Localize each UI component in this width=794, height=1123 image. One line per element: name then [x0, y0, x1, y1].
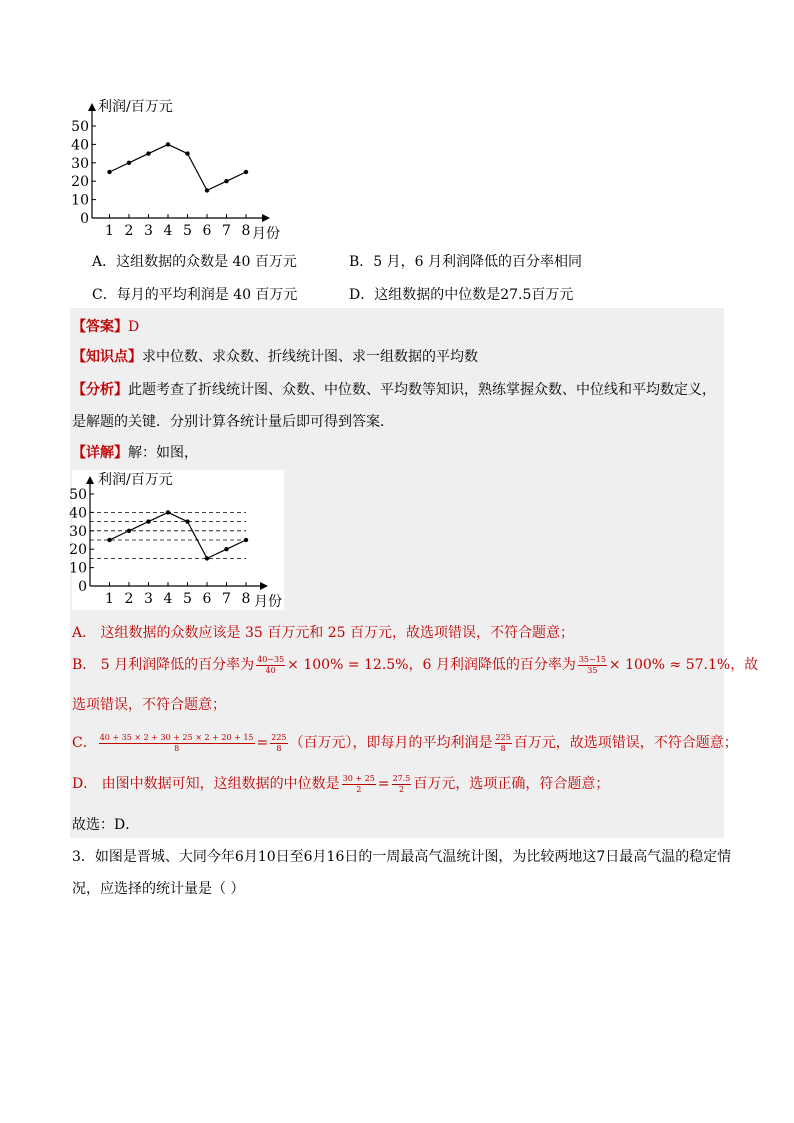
- y-tick-label: 10: [71, 192, 89, 209]
- fraction-b1: [256, 655, 285, 676]
- x-tick-label: 5: [183, 223, 192, 239]
- option-d: D．这组数据的中位数是27.5百万元: [349, 287, 574, 303]
- knowledge-tag: 【知识点】: [72, 349, 142, 365]
- x-axis-arrow: [260, 582, 268, 590]
- y-tick-label: 20: [69, 542, 87, 559]
- data-point: [166, 142, 170, 146]
- solution-c-mid: （百万元），即每月的平均利润是: [289, 735, 493, 751]
- y-tick-label: 30: [69, 523, 87, 540]
- question-3-line2: 况，应选择的统计量是（ ）: [72, 881, 245, 897]
- solution-b-mid: × 100% = 12.5%，6 月利润降低的百分率为: [287, 657, 576, 673]
- option-c: C．每月的平均利润是 40 百万元: [92, 287, 298, 303]
- solution-b-line2: 选项错误，不符合题意；: [72, 697, 226, 713]
- answer-text: D: [128, 319, 140, 335]
- x-tick-label: 7: [222, 223, 231, 239]
- fraction-b2-den: 35: [587, 665, 598, 675]
- x-tick-label: 3: [144, 591, 153, 607]
- x-tick-label: 8: [241, 591, 251, 607]
- x-tick-label: 7: [222, 591, 231, 607]
- y-tick-label: 50: [71, 119, 89, 135]
- data-point: [205, 188, 209, 192]
- solution-c: [72, 732, 738, 754]
- x-tick-label: 3: [144, 223, 153, 239]
- analysis-line-2: 是解题的关键．分别计算各统计量后即可得到答案．: [72, 414, 394, 430]
- knowledge-text: 求中位数、求众数、折线统计图、求一组数据的平均数: [142, 349, 478, 365]
- x-axis-label: 月份: [252, 226, 280, 242]
- answer-line: [72, 316, 139, 336]
- series-line: [110, 512, 247, 558]
- fraction-c3-num: 225: [495, 732, 511, 742]
- x-tick-label: 4: [163, 591, 173, 607]
- detail-line: [72, 442, 198, 462]
- fraction-b1-num: 40−35: [257, 654, 285, 664]
- y-tick-label: 40: [71, 137, 89, 154]
- fraction-d2-den: 2: [398, 784, 405, 794]
- x-tick-label: 4: [163, 223, 173, 239]
- knowledge-line: [72, 346, 478, 366]
- data-point: [224, 547, 228, 551]
- data-point: [107, 170, 111, 174]
- x-tick-label: 6: [202, 591, 212, 607]
- solution-d-eq: =: [377, 776, 390, 792]
- fraction-d2: [392, 774, 412, 795]
- x-tick-label: 1: [105, 223, 114, 239]
- solution-b-pre: B． 5 月利润降低的百分率为: [72, 657, 255, 673]
- option-b: B．5 月，6 月利润降低的百分率相同: [349, 254, 583, 270]
- fraction-b2: [578, 655, 607, 676]
- data-point: [146, 519, 150, 523]
- fraction-d2-num: 27.5: [392, 773, 411, 783]
- profit-line-chart-annotated: [69, 470, 284, 610]
- x-tick-label: 2: [124, 223, 134, 239]
- y-tick-label: 20: [71, 174, 89, 191]
- question-3-line1: 3．如图是晋城、大同今年6月10日至6月16日的一周最高气温统计图，为比较两地这7日最高气温的稳定情: [72, 849, 732, 865]
- fraction-c1-den: 8: [174, 743, 180, 753]
- data-point: [127, 529, 131, 533]
- y-axis-label: 利润/百万元: [98, 99, 173, 115]
- y-tick-label: 50: [69, 487, 87, 503]
- fraction-c1: [99, 733, 255, 754]
- data-point: [146, 151, 150, 155]
- solution-d-post: 百万元，选项正确，符合题意；: [413, 776, 610, 792]
- solution-c-post: 百万元，故选项错误，不符合题意；: [513, 735, 738, 751]
- fraction-c2-den: 8: [276, 743, 282, 753]
- detail-text: 解：如图，: [128, 445, 198, 461]
- data-point: [166, 510, 170, 514]
- solution-d: [72, 773, 609, 795]
- fraction-c2-num: 225: [271, 732, 287, 742]
- profit-line-chart: [60, 95, 300, 245]
- solution-a: A． 这组数据的众数应该是 35 百万元和 25 百万元，故选项错误，不符合题意；: [72, 625, 574, 641]
- data-point: [107, 538, 111, 542]
- analysis-line-1: [72, 379, 716, 399]
- fraction-d1: [342, 774, 376, 795]
- y-tick-label: 0: [78, 579, 87, 595]
- fraction-d1-num: 30 + 25: [342, 773, 375, 783]
- y-tick-label: 10: [69, 560, 87, 577]
- data-point: [205, 556, 209, 560]
- answer-tag: 【答案】: [72, 319, 128, 335]
- detail-tag: 【详解】: [72, 445, 128, 461]
- fraction-b1-den: 40: [265, 665, 276, 675]
- fraction-c3-den: 8: [500, 743, 506, 753]
- x-tick-label: 2: [124, 591, 134, 607]
- y-tick-label: 0: [80, 211, 89, 227]
- x-axis-label: 月份: [254, 594, 282, 610]
- fraction-c3: [495, 733, 512, 754]
- fraction-d1-den: 2: [356, 784, 362, 794]
- solution-b-line1: [72, 654, 758, 676]
- option-a: A．这组数据的众数是 40 百万元: [92, 254, 297, 270]
- solution-c-pre: C．: [72, 735, 97, 751]
- solution-c-eq: =: [256, 735, 269, 751]
- y-axis-arrow: [86, 476, 94, 484]
- data-point: [185, 151, 189, 155]
- solution-b-post: × 100% ≈ 57.1%，故: [608, 657, 759, 673]
- data-point: [224, 179, 228, 183]
- solution-d-pre: D． 由图中数据可知，这组数据的中位数是: [72, 776, 340, 792]
- x-tick-label: 8: [241, 223, 251, 239]
- y-tick-label: 40: [69, 505, 87, 522]
- analysis-tag: 【分析】: [72, 382, 128, 398]
- series-line: [110, 144, 247, 190]
- data-point: [244, 538, 248, 542]
- y-tick-label: 30: [71, 155, 89, 172]
- analysis-text-1: 此题考查了折线统计图、众数、中位数、平均数等知识，熟练掌握众数、中位线和平均数定义，: [128, 382, 716, 398]
- fraction-c1-num: 40 + 35 × 2 + 30 + 25 × 2 + 20 + 15: [99, 732, 254, 742]
- final-choice: 故选：D．: [72, 817, 140, 833]
- data-point: [185, 519, 189, 523]
- fraction-c2: [270, 733, 287, 754]
- data-point: [127, 161, 131, 165]
- x-tick-label: 1: [105, 591, 114, 607]
- x-tick-label: 5: [183, 591, 192, 607]
- data-point: [244, 170, 248, 174]
- y-axis-arrow: [88, 103, 96, 111]
- y-axis-label: 利润/百万元: [98, 472, 173, 488]
- x-tick-label: 6: [202, 223, 212, 239]
- x-axis-arrow: [262, 214, 270, 222]
- fraction-b2-num: 35−15: [578, 654, 606, 664]
